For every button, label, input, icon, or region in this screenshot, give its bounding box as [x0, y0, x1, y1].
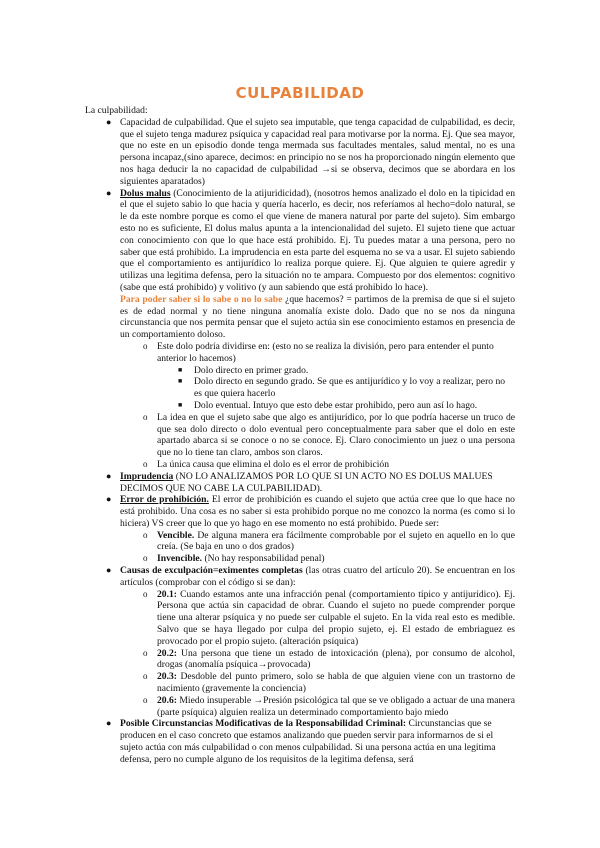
circle-bullet-icon: o: [143, 340, 148, 351]
list-item-imprudencia: ● Imprudencia (NO LO ANALIZAMOS POR LO QUE SI UN ACTO NO ES DOLUS MALUES DECIMOS QUE NO CABE LA CULPABILIDAD).: [106, 470, 493, 494]
list-item-idea: o La idea en que el sujeto sabe que algo es antijurídico, por lo que podría hacerse un truco de que sea dolo directo o dolo eventual pero conceptualmente para saber que el dolo en este apartado abarca si se conoce o no se conoce. Ej. Claro conocimiento un juez o una persona que no lo tiene tan claro, ambos son claros.: [143, 411, 515, 459]
bullet-icon: ●: [106, 494, 112, 505]
saber-label: Para poder saber si lo sabe o no lo sabe: [120, 293, 283, 305]
bullet-icon: ●: [106, 187, 112, 198]
circle-bullet-icon: o: [143, 588, 148, 599]
list-item-error-prohibicion: ● Error de prohibición. El error de prohibición es cuando el sujeto que actúa cree que lo que hace no está prohibido. Una cosa es no saber si esta prohibido porque no me conozco la norma (es como si lo hiciera) VS creer que lo que yo hago en ese momento no está prohibido. Puede ser: o Vencible. De alguna manera era fácilmente comprobable por el sujeto en aquello en lo que creía. (Se baja en uno o dos grados) o Invencible. (No hay responsabilidad penal): [106, 494, 515, 565]
bullet-icon: ●: [106, 116, 112, 127]
imprudencia-label: Imprudencia: [120, 470, 174, 482]
circle-bullet-icon: o: [143, 647, 148, 658]
causas-label: Causas de exculpación=eximentes completas: [120, 565, 303, 577]
dolus-label: Dolus malus: [120, 187, 171, 199]
list-item-causas: ● Causas de exculpación=eximentes completas (las otras cuatro del artículo 20). Se encuentran en los artículos (comprobar con el código si se dan): o 20.1: Cuando estamos ante una infracción penal (comportamiento típico y antijurídico). Ej. Persona que actúa sin capacidad de obrar. Cuando el sujeto no puede comprender porque tiene una alterar psíquica y no puede ser culpable el sujeto. En la vida real esto es medible. Salvo que se haya llegado por culpa del propio sujeto, ej. El estado de embriaguez es provocado por el propio sujeto. (alteración psíquica) o 20.2: Una persona que tiene un estado de intoxicación (plena), por consumo de alcohol, drogas (anomalía psíquica→provocada) o 20.3: Desdoble del punto primero, solo se habla de que alguien viene con un trastorno de nacimiento (gravemente la conciencia) o 20.6: Miedo insuperable →Presión psicológica tal que se ve obligado a actuar de una manera (parte psíquica) alguien realiza un determinado comportamiento bajo miedo: [106, 565, 515, 718]
circle-bullet-icon: o: [143, 694, 148, 705]
list-item-unica: o La única causa que elimina el dolo es el error de prohibición: [143, 458, 390, 470]
page-title: CULPABILIDAD: [235, 84, 365, 102]
document-body: [85, 105, 515, 766]
circle-bullet-icon: o: [143, 553, 148, 564]
circle-bullet-icon: o: [143, 671, 148, 682]
list-item-capacidad: ● Capacidad de culpabilidad. Que el sujeto sea imputable, que tenga capacidad de culpabilidad, es decir, que el sujeto tenga madurez psíquica y capacidad real para motivarse por la norma. Ej. Que sea mayor, que no este en un episodio donde tenga mermada sus facultades mentales, salud mental, no es una persona incapaz,(sino aparece, decimos: en principio no se nos ha proporcionado ningún elemento que nos haga deducir la no capacidad de culpabilidad →si se observa, decimos que se abordara en los siguientes aparatados): [106, 116, 515, 187]
circle-bullet-icon: o: [143, 411, 148, 422]
posibles-label: Posible Circunstancias Modificativas de la Responsabilidad Criminal:: [120, 718, 407, 730]
list-item-dolo-primer: ■ Dolo directo en primer grado.: [178, 364, 309, 376]
list-item-art-20-6: o 20.6: Miedo insuperable →Presión psicológica tal que se ve obligado a actuar de una manera (parte psíquica) alguien realiza un determinado comportamiento bajo miedo: [143, 694, 515, 718]
bullet-icon: ●: [106, 718, 112, 729]
main-list-2: [85, 471, 515, 766]
square-bullet-icon: ■: [178, 400, 183, 409]
list-item-art-20-3: o 20.3: Desdoble del punto primero, solo se habla de que alguien viene con un trastorno de nacimiento (gravemente la conciencia): [143, 671, 515, 695]
intro-text: La culpabilidad:: [85, 105, 148, 116]
square-bullet-icon: ■: [178, 365, 183, 374]
list-item-dolus-malus: ● Dolus malus (Conocimiento de la atijuridicidad), (nosotros hemos analizado el dolo en la tipicidad en el que el sujeto sabio lo que hacia y quería hacerlo, es decir, nos referíamos al hecho=dolo natural, se le da este nombre porque es como el que viene de manera natural por parte del sujeto). Sim embargo esto no es suficiente, El dolus malus apunta a la intencionalidad del sujeto. El sujeto tiene que actuar con conocimiento con que lo que hace está prohibido. Ej. Tu puedes matar a una persona, pero no saber que está prohibido. La imprudencia en esta parte del esquema no se va a usar. El sujeto sabiendo que el comportamiento es antijurídico lo realiza porque quiere. Ej. Que alguien te quiere agredir y utilizas una legitima defensa, pero la situación no te ampara. Compuesto por dos elementos: cognitivo (sabe que está prohibido) y volitivo (y aun sabiendo que está prohibido lo hace). Para poder saber si lo sabe o no lo sabe ¿que hacemos? = partimos de la premisa de que si el sujeto es de edad normal y no tiene ninguna anomalía existe dolo. Dado que no se nos da ninguna circunstancia que nos permita pensar que el sujeto actúa sin ese conocimiento estamos en presencia de un comportamiento doloso.: [106, 187, 515, 341]
list-item-invencible: o Invencible. (No hay responsabilidad penal): [143, 553, 325, 565]
list-item-dolo-eventual: ■ Dolo eventual. Intuyo que esto debe estar prohibido, pero aun así lo hago.: [178, 399, 478, 411]
sub-list-dolo: [85, 341, 515, 471]
main-list: [85, 117, 515, 341]
list-item-art-20-2: o 20.2: Una persona que tiene un estado de intoxicación (plena), por consumo de alcohol, drogas (anomalía psíquica→provocada): [143, 647, 515, 671]
list-item-posibles: ● Posible Circunstancias Modificativas de la Responsabilidad Criminal: Circunstancias que se producen en el caso concreto que estamos analizando que pueden servir para informarnos de si el sujeto actúa con más culpabilidad o con menos culpabilidad. Si una persona actúa en una legitima defensa, pero no cumple alguno de los requisitos de la legitima defensa, será: [106, 718, 496, 765]
list-item-art-20-1: o 20.1: Cuando estamos ante una infracción penal (comportamiento típico y antijurídico). Ej. Persona que actúa sin capacidad de obrar. Cuando el sujeto no puede comprender porque tiene una alterar psíquica y no puede ser culpable el sujeto. En la vida real esto es medible. Salvo que se haya llegado por culpa del propio sujeto, ej. El estado de embriaguez es provocado por el propio sujeto. (alteración psíquica): [143, 588, 515, 647]
list-item-vencible: o Vencible. De alguna manera era fácilmente comprobable por el sujeto en aquello en lo que creía. (Se baja en uno o dos grados): [143, 529, 515, 553]
circle-bullet-icon: o: [143, 458, 148, 469]
square-bullet-icon: ■: [178, 377, 183, 386]
list-item-dolo-segundo: ■ Dolo directo en segundo grado. Se que es antijurídico y lo voy a realizar, pero no es que quiera hacerlo: [178, 376, 506, 400]
saber-paragraph: Para poder saber si lo sabe o no lo sabe ¿que hacemos? = partimos de la premisa de que si el sujeto es de edad normal y no tiene ninguna anomalía existe dolo. Dado que no se nos da ninguna circunstancia que nos permita pensar que el sujeto actúa sin ese conocimiento estamos en presencia de un comportamiento doloso.: [120, 293, 515, 341]
bullet-icon: ●: [106, 565, 112, 576]
error-label: Error de prohibición.: [120, 494, 209, 506]
bullet-icon: ●: [106, 470, 112, 481]
circle-bullet-icon: o: [143, 529, 148, 540]
list-item-dolo-dividirse: o Este dolo podría dividirse en: (esto no se realiza la división, pero para entender el punto anterior lo hacemos) ■ Dolo directo en primer grado. ■ Dolo directo en segundo grado. Se que es antijurídico y lo voy a realizar, pero no es que quiera hacerlo ■ Dolo eventual. Intuyo que esto debe estar prohibido, pero aun así lo hago.: [85, 341, 515, 412]
